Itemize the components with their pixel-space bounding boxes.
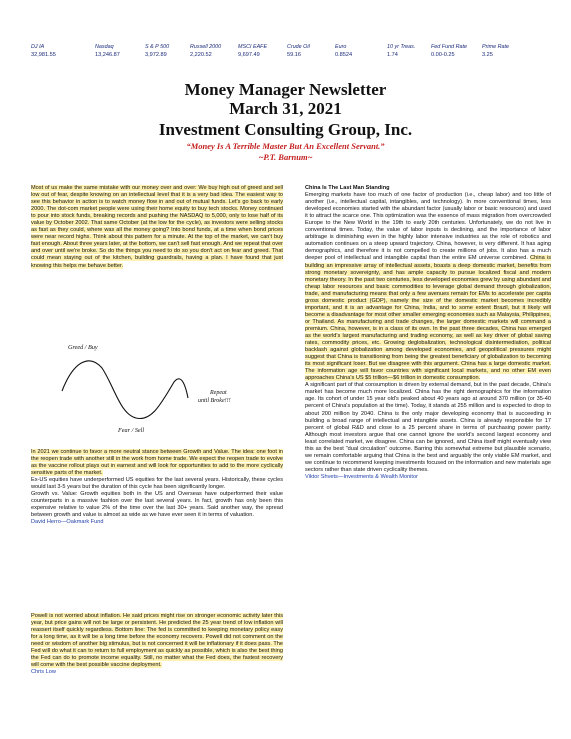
ticker-item	[238, 44, 267, 58]
ticker-item	[31, 44, 56, 58]
paragraph-text: A significant part of that consumption is driven by external demand, but in the past decade, China's market has become much more localized. China has the right demographics for the information age. Its cohort of under 15 year old's peaked about 40 years ago at around 370 million (or 35-40 percent of China's population at the time). Today, it stands at 255 million and is expected to drop to about 200 million by 2040. China is the only major developing economy that is succeeding in building a broad range of intellectual and intangible assets. China is already responsible for 17 percent of global R&D and close to a 25 percent share in terms of purchasing power parity. Although most investors argue that one cannot ignore the world's second largest economy and least correlated market, we disagree. China can be ignored, and China itself might eventually view this as the best “dual circulation” outcome. Barring this somewhat extreme but plausible scenario, we remain comfortable arguing that China is the best and arguably the only viable EM market, and we continue to recommend keeping investments focused on the information and new materials age sectors rather than state driven cyclicality themes.	[305, 382, 551, 473]
ticker-value: 1.74	[387, 52, 398, 58]
article-behavior	[31, 185, 283, 270]
ticker-label: DJ IA	[31, 44, 45, 50]
paragraph-text: In 2021 we continue to favor a more neutral stance between Growth and Value. The idea: one foot in the reopen trade with another still in the work from home trade. We expect the reopen trade to evolve as the vaccine rollout plays out in earnest and will look for opportunities to add to the more cyclically sensitive parts of the market.	[31, 449, 283, 477]
ticker-value: 0.00-0.25	[431, 52, 455, 58]
diagram-label-greed: Greed / Buy	[68, 344, 98, 351]
ticker-value: 0.8524	[335, 52, 353, 58]
ticker-value: 59.16	[287, 52, 301, 58]
paragraph-text: Emerging markets have too much of one factor of production (i.e., cheap labor) and too little of another (i.e., intellectual capital, intangibles, and technology). In more conventional times, less developed economies started with the abundant factor (usually labor or basic resources) and used it to attract the scarce one. This optimization was the essence of mass migration from overcrowded Europe to the New World in the 19th to early 20th centuries. Unfortunately, we do not live in conventional times. Today, the value of labor inputs is declining, and the importance of labor arbitrage is diminishing even in the highly labor intensive industries as the role of robotics and automation continues on a steep upward trajectory. China, however, is very different. It has aging demographics, and therefore it is not compelled to create millions of jobs. It also has a much deeper pool of intellectual and intangible capital than the entire EM universe combined.	[305, 192, 551, 262]
firm-name: Investment Consulting Group, Inc.	[158, 120, 413, 139]
paragraph-text: Ex-US equities have underperformed US equities for the last several years. Historically, these cycles would last 3-5 years but the duration of this cycle has been significantly longer.	[31, 477, 283, 491]
ticker-item	[482, 44, 509, 58]
ticker-label: Prime Rate	[482, 44, 509, 50]
paragraph-text: Growth vs. Value: Growth equities both in the US and Overseas have outperformed their value counterparts in a massive fashion over the last several years. In fact, growth has only been this expensive relative to value 2% of the time over the last 30+ years. Said another way, the spread between growth and value is almost as wide as we have ever seen it in terms of valuation.	[31, 491, 283, 519]
ticker-item	[145, 44, 169, 58]
ticker-value: 9,697.49	[238, 52, 260, 58]
ticker-label: Fed Fund Rate	[431, 44, 467, 50]
author-signature: Viktor Shvets—Investments & Wealth Monitor	[305, 473, 418, 480]
ticker-label: Nasdaq	[95, 44, 114, 50]
ticker-label: MSCI EAFE	[238, 44, 268, 50]
ticker-value: 13,246.87	[95, 52, 120, 58]
article-china	[305, 185, 551, 481]
issue-date: March 31, 2021	[229, 99, 342, 118]
ticker-item	[387, 44, 415, 58]
diagram-label-fear: Fear / Sell	[118, 427, 145, 434]
greed-fear-cycle-diagram	[50, 336, 250, 436]
ticker-item	[287, 44, 310, 58]
ticker-item	[190, 44, 221, 58]
ticker-value: 2,220.52	[190, 52, 212, 58]
diagram-label-repeat: Repeat	[210, 390, 227, 396]
ticker-item	[335, 44, 352, 58]
ticker-item	[431, 44, 467, 58]
ticker-value: 32,981.55	[31, 52, 56, 58]
ticker-label: Crude Oil	[287, 44, 310, 50]
ticker-value: 3.25	[482, 52, 493, 58]
article-powell	[31, 613, 283, 676]
masthead	[0, 80, 571, 163]
masthead-quote: “Money Is A Terrible Master But An Excellent Servant.”	[186, 141, 385, 151]
article-heading: China Is The Last Man Standing	[305, 185, 390, 191]
paragraph-text: Powell is not worried about inflation. He said prices might rise on stronger economic activity later this year, but price gains will not be large or persistent. He predicted the 25 year trend of low inflation will reassert itself quickly regardless. Bottom line: The fed is committed to keeping monetary policy easy for a long time, as it will be a long time before the economy recovers. Powell did not comment on the need or wisdom of another big stimulus, but is not concerned it will be inflationary if it does pass. The Fed will do what it can to return to full employment as quickly as possible, which is also the best thing the Fed can do to promote income equality. Still, no matter what the Fed does, the fastest recovery will come with the best possible vaccine deployment.	[31, 613, 283, 669]
paragraph-text: Most of us make the same mistake with our money over and over: We buy high out of greed and sell low out of fear, despite knowing on an intellectual level that it is a very bad idea. The easiest way to see this behavior in action is to watch money flow in and out of mutual funds. Let's go back to early 2000. The dot-com market people were using their home equity to buy tech stocks. Money continued to pour into stock funds, breaking records and pushing the NASDAQ to 5,000, only to lose half of its value by October 2002. That same October (at the low for the cycle), as investors were selling stocks as fast as they could, where was all the money going? Into bond funds, at a time when bond prices were near record highs. Think about this pattern for a minute. At the top of the market, we can't buy fast enough. About three years later, at the bottom, we can't sell fast enough. And we repeat that over and over until we're broke. So do the things you need to do so you don't act on fear and greed. That could mean staying out of the kitchen, building guardrails, having a plan. I have found that just knowing this helps me behave better.	[31, 185, 283, 269]
newsletter-title: Money Manager Newsletter	[184, 80, 387, 99]
ticker-label: Russell 2000	[190, 44, 222, 50]
quote-author: ~P.T. Barnum~	[258, 152, 313, 162]
cycle-wave	[62, 361, 188, 419]
diagram-label-broke: until Broke!!!	[198, 398, 231, 404]
ticker-label: S & P 500	[145, 44, 170, 50]
ticker-label: Euro	[335, 44, 347, 50]
author-signature: David Herro—Oakmark Fund	[31, 519, 104, 526]
ticker-item	[95, 44, 120, 58]
author-signature: Chris Low	[31, 669, 56, 676]
market-ticker	[31, 44, 551, 66]
article-growth-value	[31, 449, 283, 527]
paragraph-text: China is building an impressive array of intellectual assets, boasts a deep domestic market, benefits from strong monetary sovereignty, and has ample capacity to pursue localized fiscal and modern monetary theory. In the past two centuries, less developed economies grew by using abundant and cheap labor resources and basic commodities to leverage global demand through globalization, trade, and manufacturing means that only a few avenues remain for EMs to accelerate per capita gross domestic product (GDP), namely the size of the domestic market becomes incredibly important, and it is an advantage for China, India, and to some extent Brazil, but it likely will become a disadvantage for most other smaller emerging economies such as Malaysia, Philippines, or Thailand. As manufacturing and trade changes, the larger domestic markets will command a premium. China, however, is in a class of its own. In the past three decades, China has emerged as the world's largest manufacturing and trading economy, as well as key driver of global saving rates, commodity prices, etc. Growing deglobalization, technological disintermediation, political backlash against globalization among developed economies, and geopolitical pressures might suggest that China is transitioning from being the greatest beneficiary of globalization to becoming its most significant loser. But we disagree with this argument. China has a large domestic market. The information age will favor countries with significant local markets, and no other EM even approaches China's US $5 trillion—$6 trillion in domestic consumption.	[305, 255, 551, 382]
ticker-label: 10 yr Treas.	[387, 44, 416, 50]
ticker-value: 3,972.89	[145, 52, 167, 58]
